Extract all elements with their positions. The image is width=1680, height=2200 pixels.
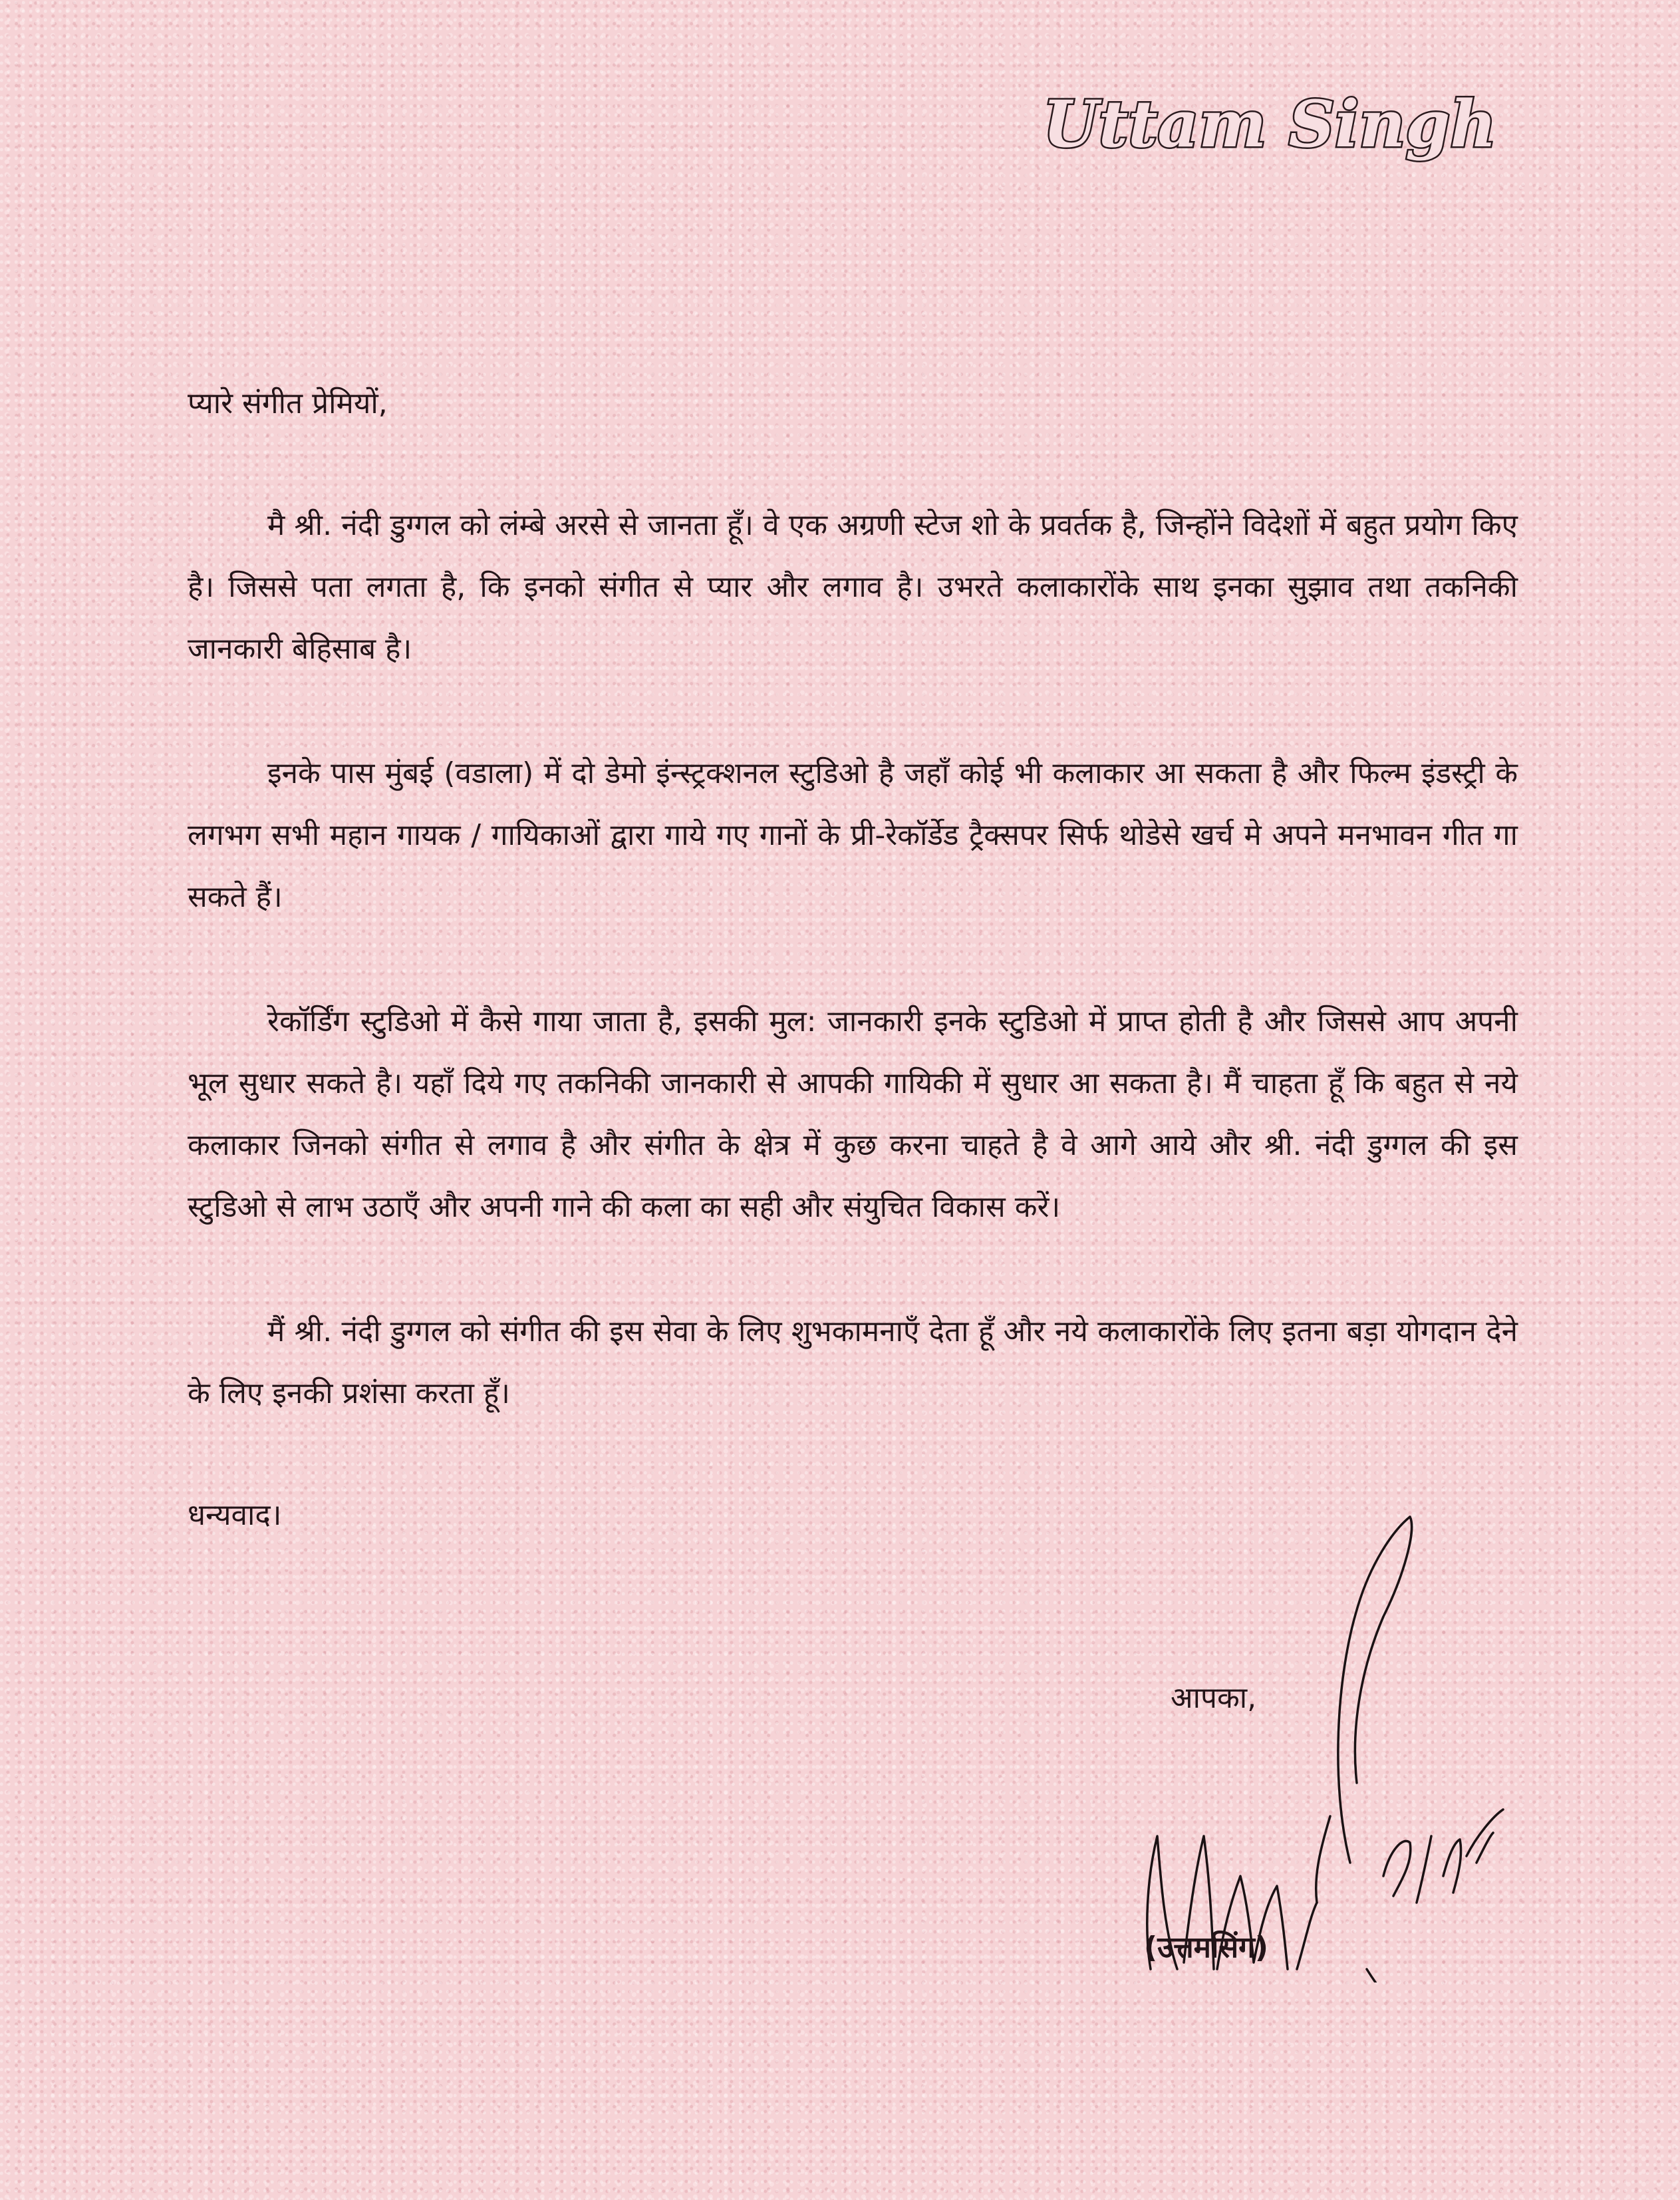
paragraph-1: मै श्री. नंदी डुग्गल को लंम्बे अरसे से जानता हूँ। वे एक अग्रणी स्टेज शो के प्रवर्तक है, जिन्होंने विदेशों में बहुत प्रयोग किए है। जिससे पता लगता है, कि इनको संगीत से प्यार और लगाव है। उभरते कलाकारोंके साथ इनका सुझाव तथा तकनिकी जानकारी बेहिसाब है। [188,508,1518,666]
signoff: आपका, [1171,1681,1257,1715]
letterhead-logo [1038,80,1516,166]
letterhead-name: Uttam Singh [1043,86,1497,162]
salutation: प्यारे संगीत प्रेमियों, [188,387,388,420]
letterhead [1038,80,1516,166]
signer-name: (उत्तमसिंग) [1144,1931,1268,1964]
handwritten-signature [1131,1503,1530,1982]
letter-body [188,373,1518,1546]
paragraph-3: रेकॉर्डिंग स्टुडिओ में कैसे गाया जाता है, इसकी मुल: जानकारी इनके स्टुडिओ में प्राप्त होती है और जिससे आप अपनी भूल सुधार सकते है। यहाँ दिये गए तकनिकी जानकारी से आपकी गायिकी में सुधार आ सकता है। मैं चाहता हूँ कि बहुत से नये कलाकार जिनको संगीत से लगाव है और संगीत के क्षेत्र में कुछ करना चाहते है वे आगे आये और श्री. नंदी डुग्गल की इस स्टुडिओ से लाभ उठाएँ और अपनी गाने की कला का सही और संयुचित विकास करें। [188,1005,1518,1224]
closing-thanks: धन्यवाद। [188,1498,282,1532]
paragraph-4: मैं श्री. नंदी डुग्गल को संगीत की इस सेवा के लिए शुभकामनाएँ देता हूँ और नये कलाकारोंके लिए इतना बड़ा योगदान देने के लिए इनकी प्रशंसा करता हूँ। [188,1315,1518,1410]
paragraph-2: इनके पास मुंबई (वडाला) में दो डेमो इंन्स्ट्रक्शनल स्टुडिओ है जहाँ कोई भी कलाकार आ सकता है और फिल्म इंडस्ट्री के लगभग सभी महान गायक / गायिकाओं द्वारा गाये गए गानों के प्री-रेकॉर्डेड ट्रैक्सपर सिर्फ थोडेसे खर्च मे अपने मनभावन गीत गा सकते हैं। [188,756,1518,914]
